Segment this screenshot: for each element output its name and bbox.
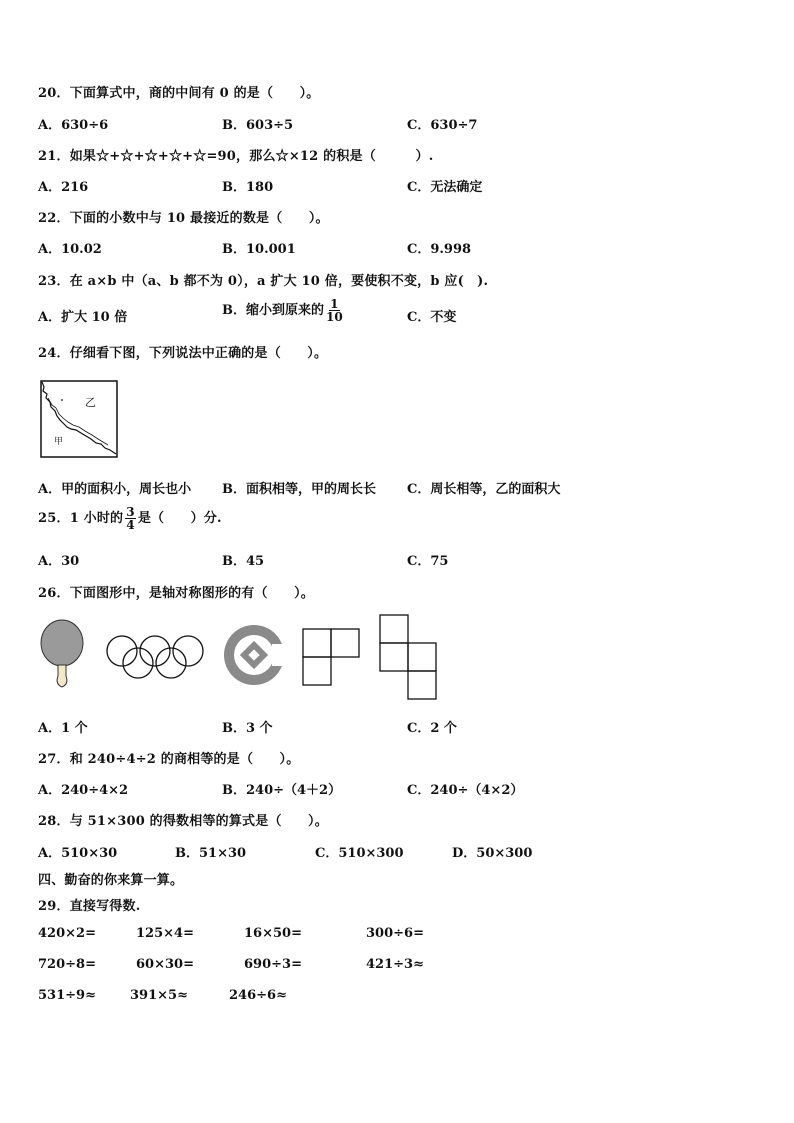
- ping-pong-paddle-figure: [38, 618, 88, 690]
- q23-option-c[interactable]: C．不变: [407, 310, 457, 325]
- fraction-numerator: 1: [330, 297, 339, 311]
- question-26-stem: 26．下面图形中，是轴对称图形的有（ ）。: [38, 586, 314, 601]
- q20-option-c[interactable]: C．630÷7: [407, 118, 478, 133]
- calc-item: 421÷3≈: [366, 957, 424, 972]
- q22-option-b[interactable]: B．10.001: [222, 242, 296, 257]
- q27-option-b[interactable]: B．240÷（4＋2）: [222, 783, 342, 798]
- calc-item: 246÷6≈: [229, 988, 287, 1003]
- calc-item: 420×2=: [38, 926, 96, 941]
- q28-option-c[interactable]: C．510×300: [315, 846, 404, 861]
- area-perimeter-figure: [38, 378, 124, 464]
- q28-option-a[interactable]: A．510×30: [38, 846, 118, 861]
- question-22-stem: 22．下面的小数中与 10 最接近的数是（ ）。: [38, 211, 329, 226]
- q22-option-c[interactable]: C．9.998: [407, 242, 472, 257]
- q23-option-b[interactable]: [222, 298, 345, 323]
- q24-option-b[interactable]: B．面积相等，甲的周长长: [222, 482, 376, 497]
- calc-item: 16×50=: [244, 926, 302, 941]
- q21-option-c[interactable]: C．无法确定: [407, 180, 483, 195]
- q20-option-a[interactable]: A．630÷6: [38, 118, 109, 133]
- question-20-stem: 20．下面算式中，商的中间有 0 的是（ ）。: [38, 86, 320, 101]
- q25-option-b[interactable]: B．45: [222, 554, 265, 569]
- section-4-title: 四、勤奋的你来算一算。: [38, 873, 184, 888]
- calc-item: 720÷8=: [38, 957, 96, 972]
- q21-option-a[interactable]: A．216: [38, 180, 89, 195]
- q26-option-c[interactable]: C．2 个: [407, 721, 457, 736]
- q21-option-b[interactable]: B．180: [222, 180, 274, 195]
- l-shape-squares-figure: [302, 626, 362, 688]
- question-24-stem: 24．仔细看下图，下列说法中正确的是（ ）。: [38, 346, 328, 361]
- q25-stem-suffix: 是（ ）分.: [137, 511, 222, 526]
- bank-logo-figure: [222, 624, 286, 686]
- fraction-numerator: 3: [126, 505, 135, 519]
- calc-item: 60×30=: [136, 957, 194, 972]
- q22-option-a[interactable]: A．10.02: [38, 242, 102, 257]
- olympic-rings-figure: [104, 634, 208, 680]
- q23-option-b-label: B．缩小到原来的: [222, 303, 324, 318]
- question-25-stem: [38, 506, 222, 531]
- q28-option-d[interactable]: D．50×300: [452, 846, 533, 861]
- fraction-three-quarters: [125, 506, 136, 531]
- q23-option-a[interactable]: A．扩大 10 倍: [38, 310, 128, 325]
- fraction-denominator: 10: [326, 310, 343, 324]
- calc-item: 391×5≈: [130, 988, 188, 1003]
- q26-option-a[interactable]: A．1 个: [38, 721, 88, 736]
- q26-option-b[interactable]: B．3 个: [222, 721, 273, 736]
- question-27-stem: 27．和 240÷4÷2 的商相等的是（ ）。: [38, 752, 300, 767]
- question-29-stem: 29．直接写得数.: [38, 899, 141, 914]
- q24-option-a[interactable]: A．甲的面积小，周长也小: [38, 482, 192, 497]
- question-23-stem: 23．在 a×b 中（a、b 都不为 0），a 扩大 10 倍，要使积不变，b 应( ).: [38, 274, 489, 289]
- calc-item: 300÷6=: [366, 926, 424, 941]
- label-yi: 乙: [85, 397, 96, 409]
- q25-option-c[interactable]: C．75: [407, 554, 449, 569]
- calc-item: 125×4=: [136, 926, 194, 941]
- question-21-stem: 21．如果☆+☆+☆+☆+☆=90，那么☆×12 的积是（ ）.: [38, 149, 434, 164]
- fraction-denominator: 4: [126, 518, 135, 532]
- q28-option-b[interactable]: B．51×30: [175, 846, 247, 861]
- label-jia: 甲: [54, 436, 64, 446]
- question-28-stem: 28．与 51×300 的得数相等的算式是（ ）。: [38, 814, 328, 829]
- q20-option-b[interactable]: B．603÷5: [222, 118, 294, 133]
- q25-option-a[interactable]: A．30: [38, 554, 80, 569]
- calc-item: 690÷3=: [244, 957, 302, 972]
- q24-option-c[interactable]: C．周长相等，乙的面积大: [407, 482, 561, 497]
- calc-item: 531÷9≈: [38, 988, 96, 1003]
- q27-option-c[interactable]: C．240÷（4×2）: [407, 783, 524, 798]
- staircase-squares-figure: [378, 612, 440, 702]
- fraction-one-tenth: [326, 298, 343, 323]
- q25-stem-prefix: 25．1 小时的: [38, 511, 124, 526]
- q27-option-a[interactable]: A．240÷4×2: [38, 783, 129, 798]
